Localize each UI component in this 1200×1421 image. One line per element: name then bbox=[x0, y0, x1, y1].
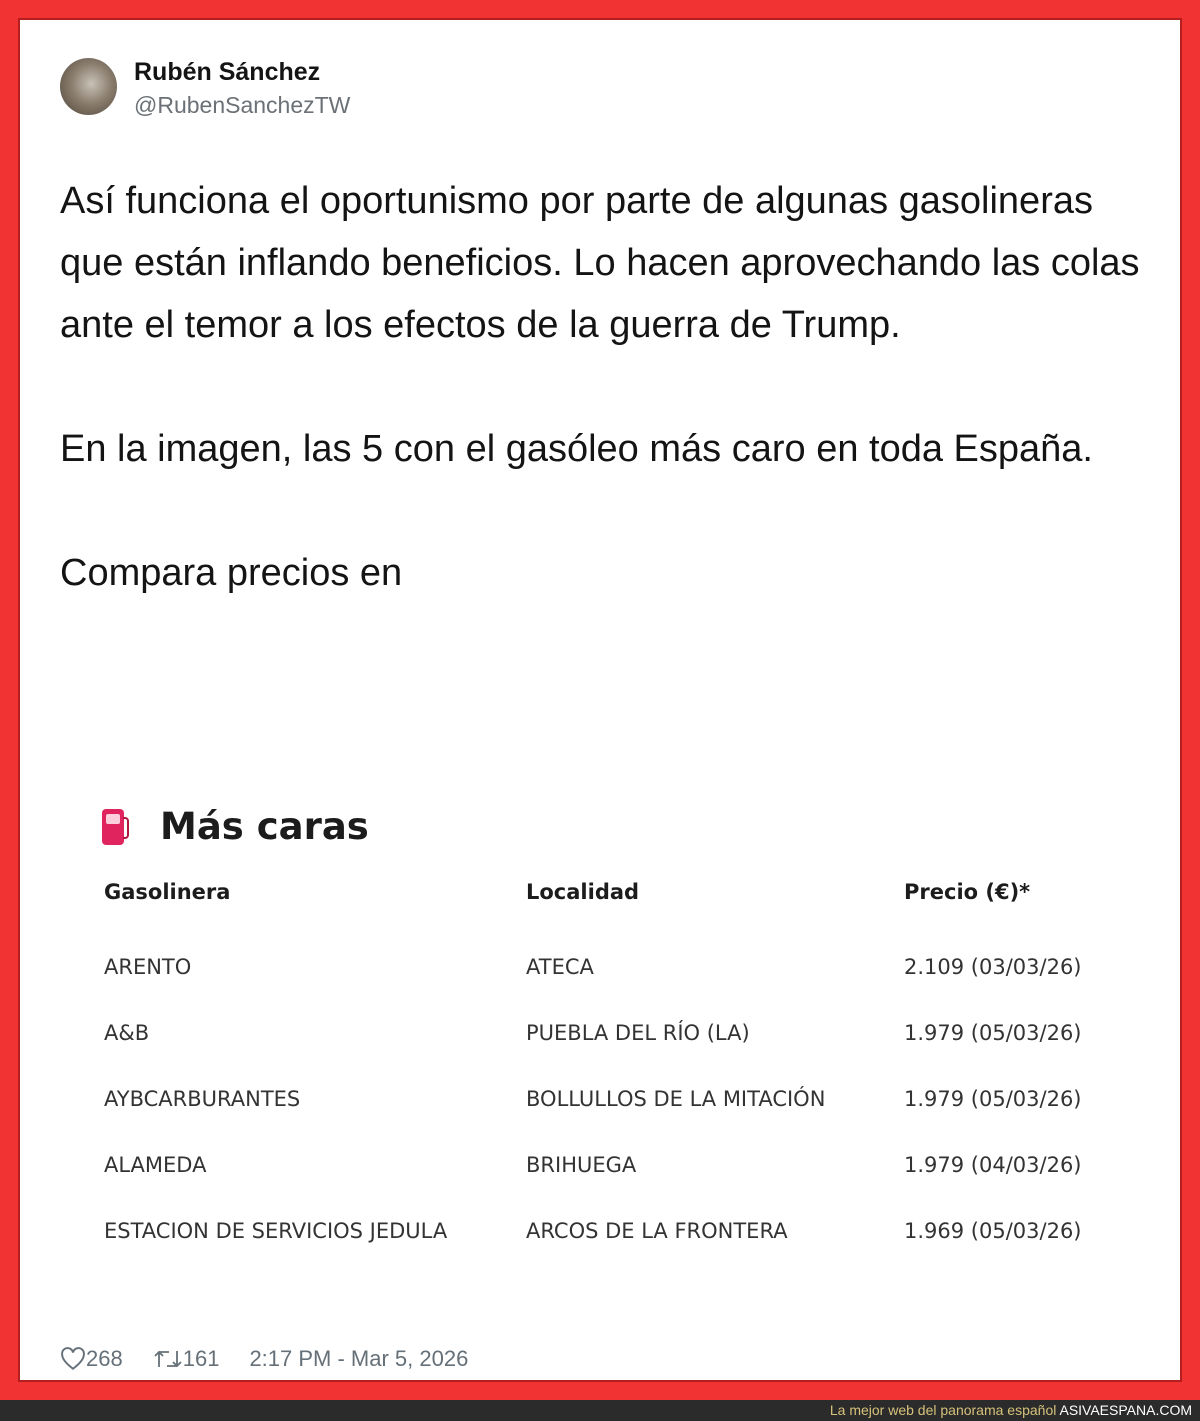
embedded-image bbox=[100, 805, 1120, 1264]
station: AYBCARBURANTES bbox=[104, 1087, 301, 1111]
heart-icon bbox=[60, 1347, 86, 1371]
table-row bbox=[100, 1198, 1082, 1264]
price: 1.969 (05/03/26) bbox=[904, 1219, 1082, 1243]
embed-title bbox=[100, 805, 1120, 848]
retweet-count: 161 bbox=[182, 1346, 220, 1371]
site-banner[interactable] bbox=[830, 1402, 1192, 1418]
column-header: Localidad bbox=[526, 880, 640, 904]
embed-title-text: Más caras bbox=[160, 805, 369, 848]
price: 2.109 (03/03/26) bbox=[904, 955, 1082, 979]
price: 1.979 (04/03/26) bbox=[904, 1153, 1082, 1177]
table-row bbox=[100, 1066, 1082, 1132]
locality: PUEBLA DEL RÍO (LA) bbox=[526, 1021, 750, 1045]
price: 1.979 (05/03/26) bbox=[904, 1021, 1082, 1045]
tweet-footer bbox=[60, 1346, 474, 1372]
like-button[interactable] bbox=[60, 1346, 129, 1372]
author-name[interactable]: Rubén Sánchez bbox=[134, 58, 321, 86]
locality: ARCOS DE LA FRONTERA bbox=[526, 1219, 788, 1243]
tweet-text: Así funciona el oportunismo por parte de algunas gasolineras que están inflando beneficios. Lo hacen aprovechando las colas ante el temor a los efectos de la guerra de Trump. En la imagen, las 5 con el gasóleo más caro en toda España. Compara precios en bbox=[60, 180, 1140, 594]
locality: BRIHUEGA bbox=[526, 1153, 637, 1177]
avatar[interactable] bbox=[60, 58, 117, 115]
column-header: Gasolinera bbox=[104, 880, 231, 904]
retweet-icon bbox=[153, 1347, 183, 1371]
station: ESTACION DE SERVICIOS JEDULA bbox=[104, 1219, 448, 1243]
banner-site[interactable]: ASIVAESPANA.COM bbox=[1059, 1402, 1192, 1418]
station: ARENTO bbox=[104, 955, 192, 979]
timestamp[interactable]: 2:17 PM - Mar 5, 2026 bbox=[249, 1346, 469, 1371]
table-row bbox=[100, 1132, 1082, 1198]
retweet-button[interactable] bbox=[153, 1346, 226, 1372]
locality: ATECA bbox=[526, 955, 594, 979]
tweet-card bbox=[18, 18, 1182, 1382]
locality: BOLLULLOS DE LA MITACIÓN bbox=[526, 1087, 826, 1111]
author-handle[interactable]: @RubenSanchezTW bbox=[134, 92, 351, 118]
fuel-pump-icon bbox=[100, 807, 130, 847]
prices-table bbox=[100, 876, 1082, 1264]
station: ALAMEDA bbox=[104, 1153, 207, 1177]
table-row bbox=[100, 1000, 1082, 1066]
station: A&B bbox=[104, 1021, 150, 1045]
column-header: Precio (€)* bbox=[904, 880, 1031, 904]
like-count: 268 bbox=[86, 1346, 123, 1371]
price: 1.979 (05/03/26) bbox=[904, 1087, 1082, 1111]
table-row bbox=[100, 934, 1082, 1000]
banner-tagline: La mejor web del panorama español bbox=[829, 1402, 1057, 1418]
table-header bbox=[100, 876, 1082, 934]
